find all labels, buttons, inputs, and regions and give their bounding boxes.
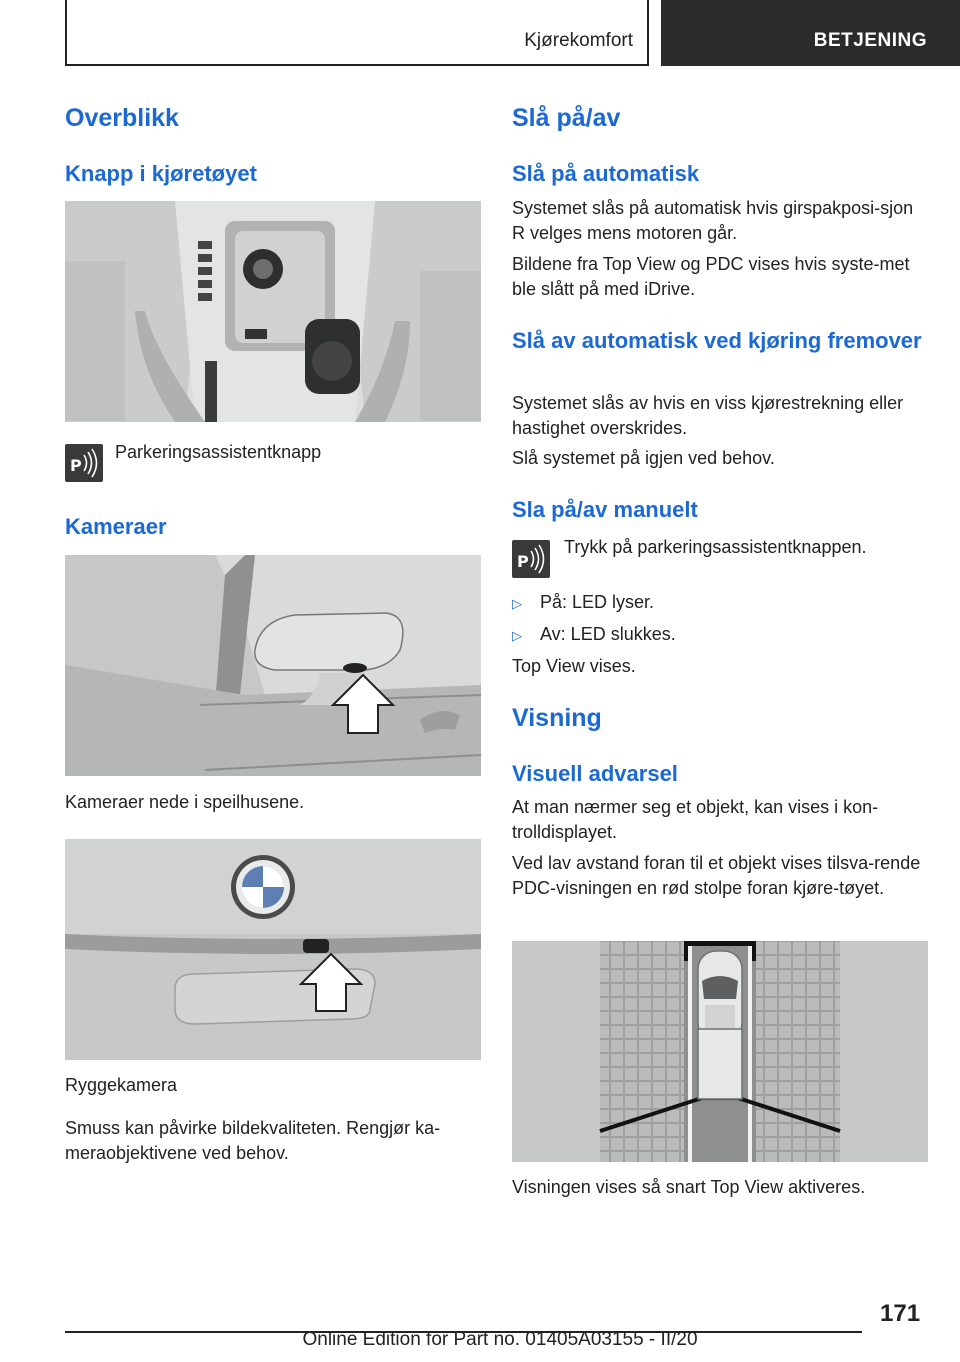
header-section-title: Kjørekomfort xyxy=(524,30,633,51)
manual-text: Trykk på parkeringsassistentknappen. xyxy=(564,537,867,557)
visual-text-1: At man nærmer seg et objekt, kan vises i kon-trolldisplayet. xyxy=(512,797,879,842)
auto-off-text-2: Slå systemet på igjen ved behov. xyxy=(512,448,775,468)
auto-on-text-2: Bildene fra Top View og PDC vises hvis syste-met ble slått på med iDrive. xyxy=(512,254,910,299)
heading-display: Visning xyxy=(512,704,602,732)
page-number: 171 xyxy=(880,1300,921,1327)
parking-assist-button-icon xyxy=(512,540,550,578)
heading-auto-on: Slå på automatisk xyxy=(512,161,700,186)
mirror-camera-caption: Kameraer nede i speilhusene. xyxy=(65,792,305,812)
mirror-camera-image xyxy=(65,555,481,776)
dirt-note: Smuss kan påvirke bildekvaliteten. Rengjør ka-meraobjektivene ved behov. xyxy=(65,1118,441,1163)
heading-manual: Sla på/av manuelt xyxy=(512,497,698,522)
list-item: ▷ På: LED lyser. xyxy=(512,590,654,616)
header-chapter-tab xyxy=(661,0,960,66)
heading-on-off: Slå på/av xyxy=(512,104,621,132)
heading-button-in-vehicle: Knapp i kjøretøyet xyxy=(65,161,257,186)
console-button-image xyxy=(65,201,481,422)
triangle-bullet-icon: ▷ xyxy=(512,596,522,611)
svg-text:P: P xyxy=(70,456,82,475)
parking-assist-button-icon xyxy=(65,444,103,482)
auto-on-text-1: Systemet slås på automatisk hvis girspakposi-sjon R velges mens motoren går. xyxy=(512,198,914,243)
visual-text-2: Ved lav avstand foran til et objekt vises tilsva-rende PDC-visningen en rød stolpe foran kjøre-tøyet. xyxy=(512,853,921,898)
footer-edition: Online Edition for Part no. 01405A03155 - II/20 xyxy=(302,1329,698,1350)
header-section-tab xyxy=(65,0,649,66)
topview-display-image xyxy=(512,941,928,1162)
list-item: ▷ Av: LED slukkes. xyxy=(512,622,676,648)
rear-camera-image xyxy=(65,839,481,1060)
rear-camera-caption: Ryggekamera xyxy=(65,1075,178,1095)
svg-text:P: P xyxy=(517,552,529,571)
auto-off-text-1: Systemet slås av hvis en viss kjørestrekning eller hastighet overskrides. xyxy=(512,393,904,438)
triangle-bullet-icon: ▷ xyxy=(512,628,522,643)
button-caption: Parkeringsassistentknapp xyxy=(115,442,322,462)
topview-caption: Visningen vises så snart Top View aktiveres. xyxy=(512,1177,866,1197)
header-chapter-title: BETJENING xyxy=(813,30,927,51)
heading-visual-warning: Visuell advarsel xyxy=(512,761,678,786)
topview-shown-text: Top View vises. xyxy=(512,656,636,676)
heading-auto-off: Slå av automatisk ved kjøring fremover xyxy=(512,328,922,353)
heading-overview: Overblikk xyxy=(65,104,179,132)
heading-cameras: Kameraer xyxy=(65,514,167,539)
